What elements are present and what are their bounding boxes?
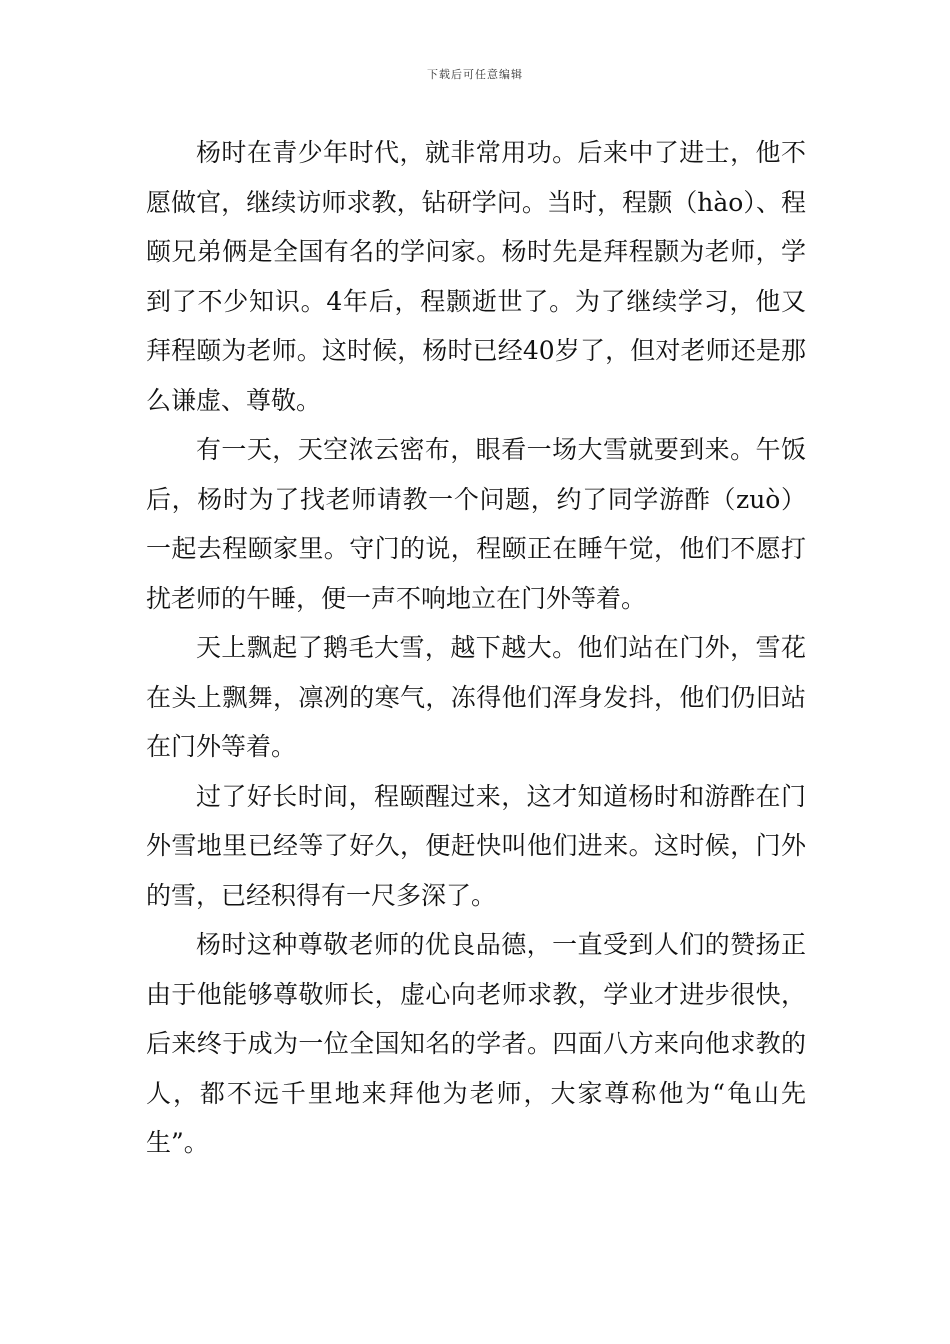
paragraph-1: 杨时在青少年时代，就非常用功。后来中了进士，他不愿做官，继续访师求教，钻研学问。当时，程颢（hào）、程颐兄弟俩是全国有名的学问家。杨时先是拜程颢为老师，学到了不少知识。4年后，程颢逝世了。为了继续学习，他又拜程颐为老师。这时候，杨时已经40岁了，但对老师还是那么谦虚、尊敬。 — [146, 138, 806, 415]
paragraph-2: 有一天，天空浓云密布，眼看一场大雪就要到来。午饭后，杨时为了找老师请教一个问题，约了同学游酢（zuò）一起去程颐家里。守门的说，程颐正在睡午觉，他们不愿打扰老师的午睡，便一声不响地立在门外等着。 — [146, 435, 806, 613]
page-header-note: 下载后可任意编辑 — [427, 68, 523, 81]
paragraph-4: 过了好长时间，程颐醒过来，这才知道杨时和游酢在门外雪地里已经等了好久，便赶快叫他们进来。这时候，门外的雪，已经积得有一尺多深了。 — [146, 781, 806, 910]
paragraph-3: 天上飘起了鹅毛大雪，越下越大。他们站在门外，雪花在头上飘舞，凛冽的寒气，冻得他们浑身发抖，他们仍旧站在门外等着。 — [146, 633, 806, 761]
article-body — [146, 128, 806, 1168]
paragraph-5: 杨时这种尊敬老师的优良品德，一直受到人们的赞扬正由于他能够尊敬师长，虚心向老师求教，学业才进步很快，后来终于成为一位全国知名的学者。四面八方来向他求教的人，都不远千里地来拜他为老师，大家尊称他为“龟山先生”。 — [146, 930, 806, 1157]
